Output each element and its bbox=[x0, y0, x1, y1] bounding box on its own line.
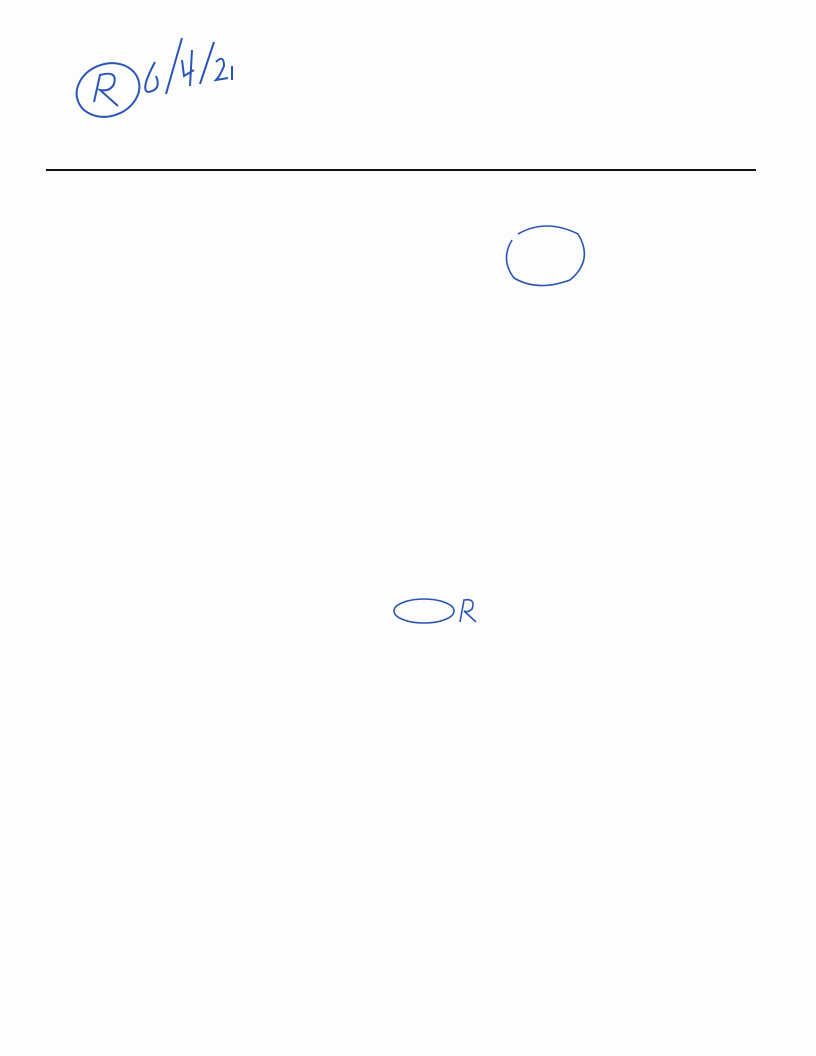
header-rule bbox=[46, 169, 756, 171]
handwritten-signature bbox=[70, 20, 260, 130]
circle-annotation bbox=[498, 220, 594, 290]
atty-conf-annotation bbox=[388, 596, 488, 626]
